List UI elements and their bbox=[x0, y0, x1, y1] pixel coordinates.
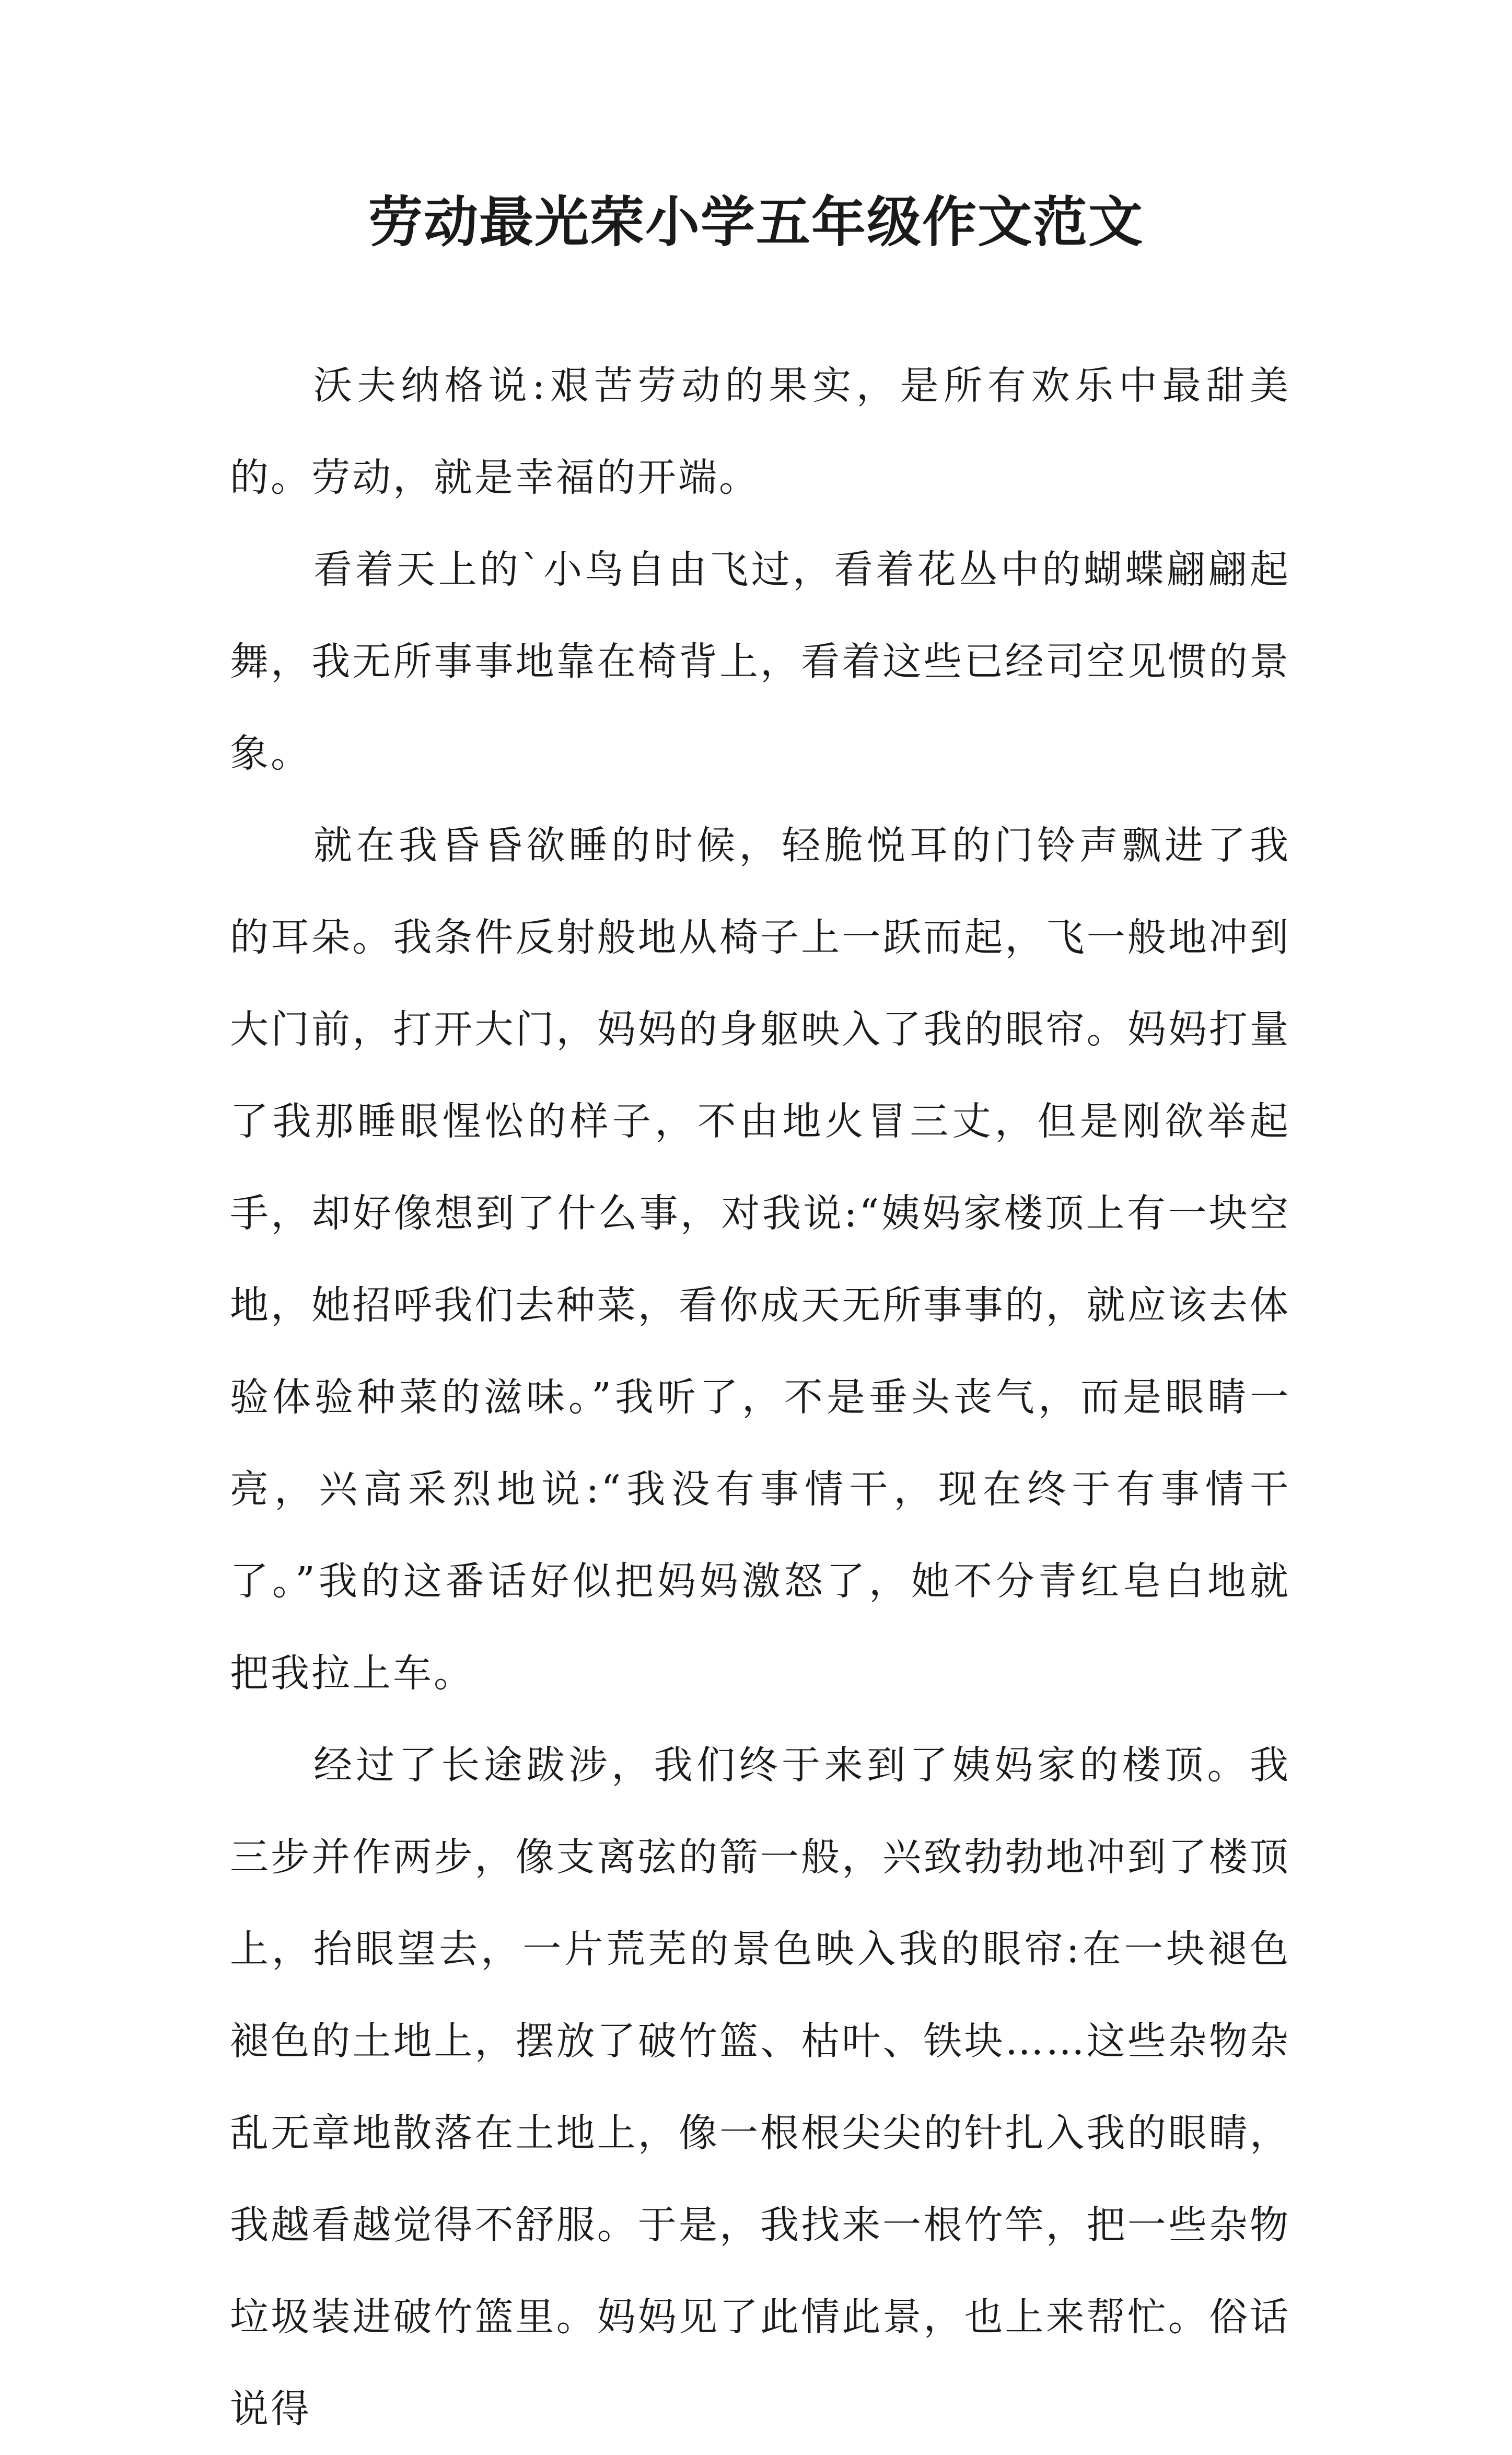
paragraph-3: 就在我昏昏欲睡的时候，轻脆悦耳的门铃声飘进了我的耳朵。我条件反射般地从椅子上一跃而起，飞一般地冲到大门前，打开大门，妈妈的身躯映入了我的眼帘。妈妈打量了我那睡眼惺忪的样子，不由地火冒三丈，但是刚欲举起手，却好像想到了什么事，对我说:“姨妈家楼顶上有一块空地，她招呼我们去种菜，看你成天无所事事的，就应该去体验体验种菜的滋味。”我听了，不是垂头丧气，而是眼睛一亮，兴高采烈地说:“我没有事情干，现在终于有事情干了。”我的这番话好似把妈妈激怒了，她不分青红皂白地就把我拉上车。 bbox=[230, 823, 1290, 1696]
document-body bbox=[230, 340, 1290, 2455]
paragraph-4: 经过了长途跋涉，我们终于来到了姨妈家的楼顶。我三步并作两步，像支离弦的箭一般，兴致勃勃地冲到了楼顶上，抬眼望去，一片荒芜的景色映入我的眼帘:在一块褪色褪色的土地上，摆放了破竹篮、枯叶、铁块……这些杂物杂乱无章地散落在土地上，像一根根尖尖的针扎入我的眼睛，我越看越觉得不舒服。于是，我找来一根竹竿，把一些杂物垃圾装进破竹篮里。妈妈见了此情此景，也上来帮忙。俗话说得 bbox=[230, 1743, 1290, 2431]
paragraph-1: 沃夫纳格说:艰苦劳动的果实，是所有欢乐中最甜美的。劳动，就是幸福的开端。 bbox=[230, 363, 1290, 500]
paragraph-2: 看着天上的`小鸟自由飞过，看着花丛中的蝴蝶翩翩起舞，我无所事事地靠在椅背上，看着这些已经司空见惯的景象。 bbox=[230, 547, 1290, 776]
document-title: 劳动最光荣小学五年级作文范文 bbox=[368, 190, 1144, 254]
